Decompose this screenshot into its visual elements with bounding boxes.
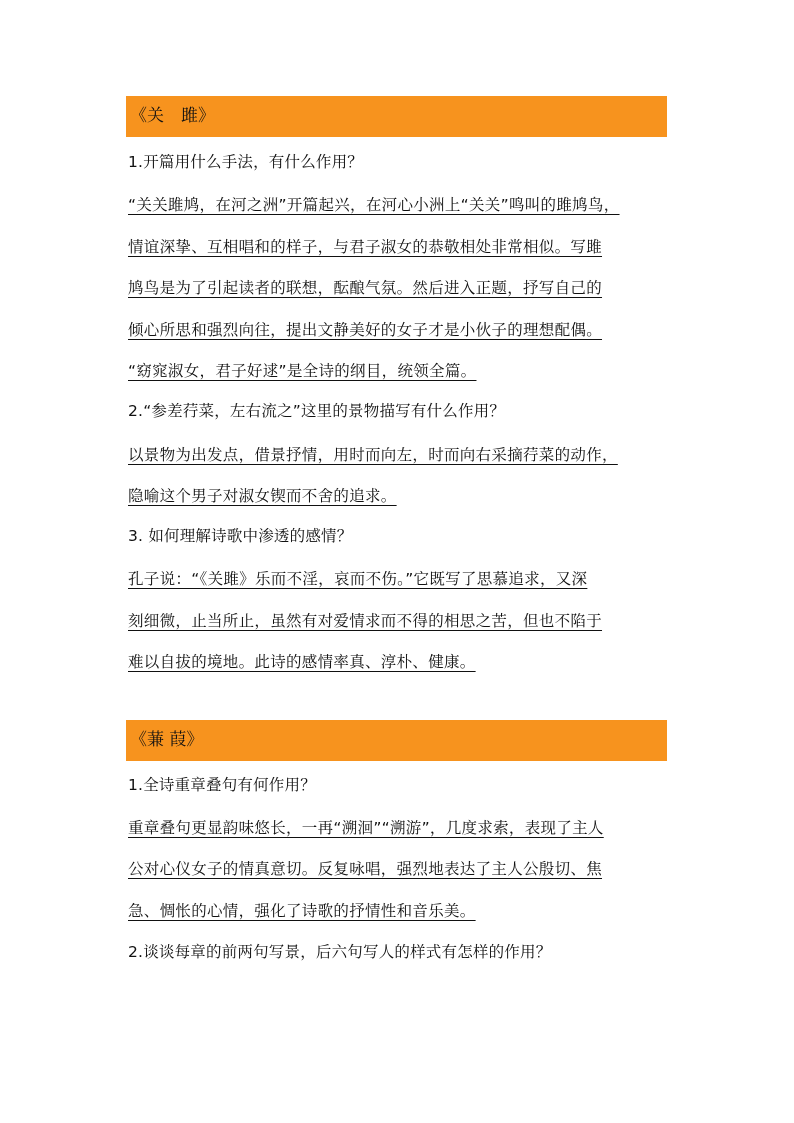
- question-1-jianjia: 1.全诗重章叠句有何作用？: [128, 776, 316, 794]
- answer-line: 刻细微，止当所止，虽然有对爱情求而不得的相思之苦，但也不陷于: [128, 612, 603, 630]
- question-2-guanju: 2.“参差荇菜，左右流之”这里的景物描写有什么作用？: [128, 402, 506, 420]
- answer-line: 急、惆怅的心情，强化了诗歌的抒情性和音乐美。: [128, 902, 476, 920]
- question-3-guanju: 3. 如何理解诗歌中渗透的感情？: [128, 527, 353, 545]
- answer-line: 难以自拔的境地。此诗的感情率真、淳朴、健康。: [128, 653, 476, 671]
- answer-line: 隐喻这个男子对淑女锲而不舍的追求。: [128, 487, 397, 505]
- answer-line: “关关雎鸠，在河之洲”开篇起兴，在河心小洲上“关关”鸣叫的雎鸠鸟，: [128, 196, 620, 214]
- answer-line: 倾心所思和强烈向往，提出文静美好的女子才是小伙子的理想配偶。: [128, 321, 603, 339]
- answer-line: 重章叠句更显韵味悠长，一再“溯洄”“溯游”，几度求索，表现了主人: [128, 819, 604, 837]
- question-1-guanju: 1.开篇用什么手法，有什么作用？: [128, 153, 363, 171]
- section-header-guanju: 《关 雎》: [126, 96, 667, 137]
- answer-line: 孔子说：“《关雎》乐而不淫，哀而不伤。”它既写了思慕追求，又深: [128, 570, 588, 588]
- answer-line: 情谊深挚、互相唱和的样子，与君子淑女的恭敬相处非常相似。写雎: [128, 238, 603, 256]
- answer-line: 公对心仪女子的情真意切。反复咏唱，强烈地表达了主人公殷切、焦: [128, 860, 603, 878]
- answer-line: 以景物为出发点，借景抒情，用时而向左，时而向右采摘荇菜的动作，: [128, 446, 618, 464]
- section-header-jianjia: 《蒹 葭》: [126, 720, 667, 761]
- answer-line: “窈窕淑女，君子好逑”是全诗的纲目，统领全篇。: [128, 362, 477, 380]
- answer-line: 鸠鸟是为了引起读者的联想，酝酿气氛。然后进入正题，抒写自己的: [128, 279, 603, 297]
- question-2-jianjia: 2.谈谈每章的前两句写景，后六句写人的样式有怎样的作用？: [128, 943, 552, 961]
